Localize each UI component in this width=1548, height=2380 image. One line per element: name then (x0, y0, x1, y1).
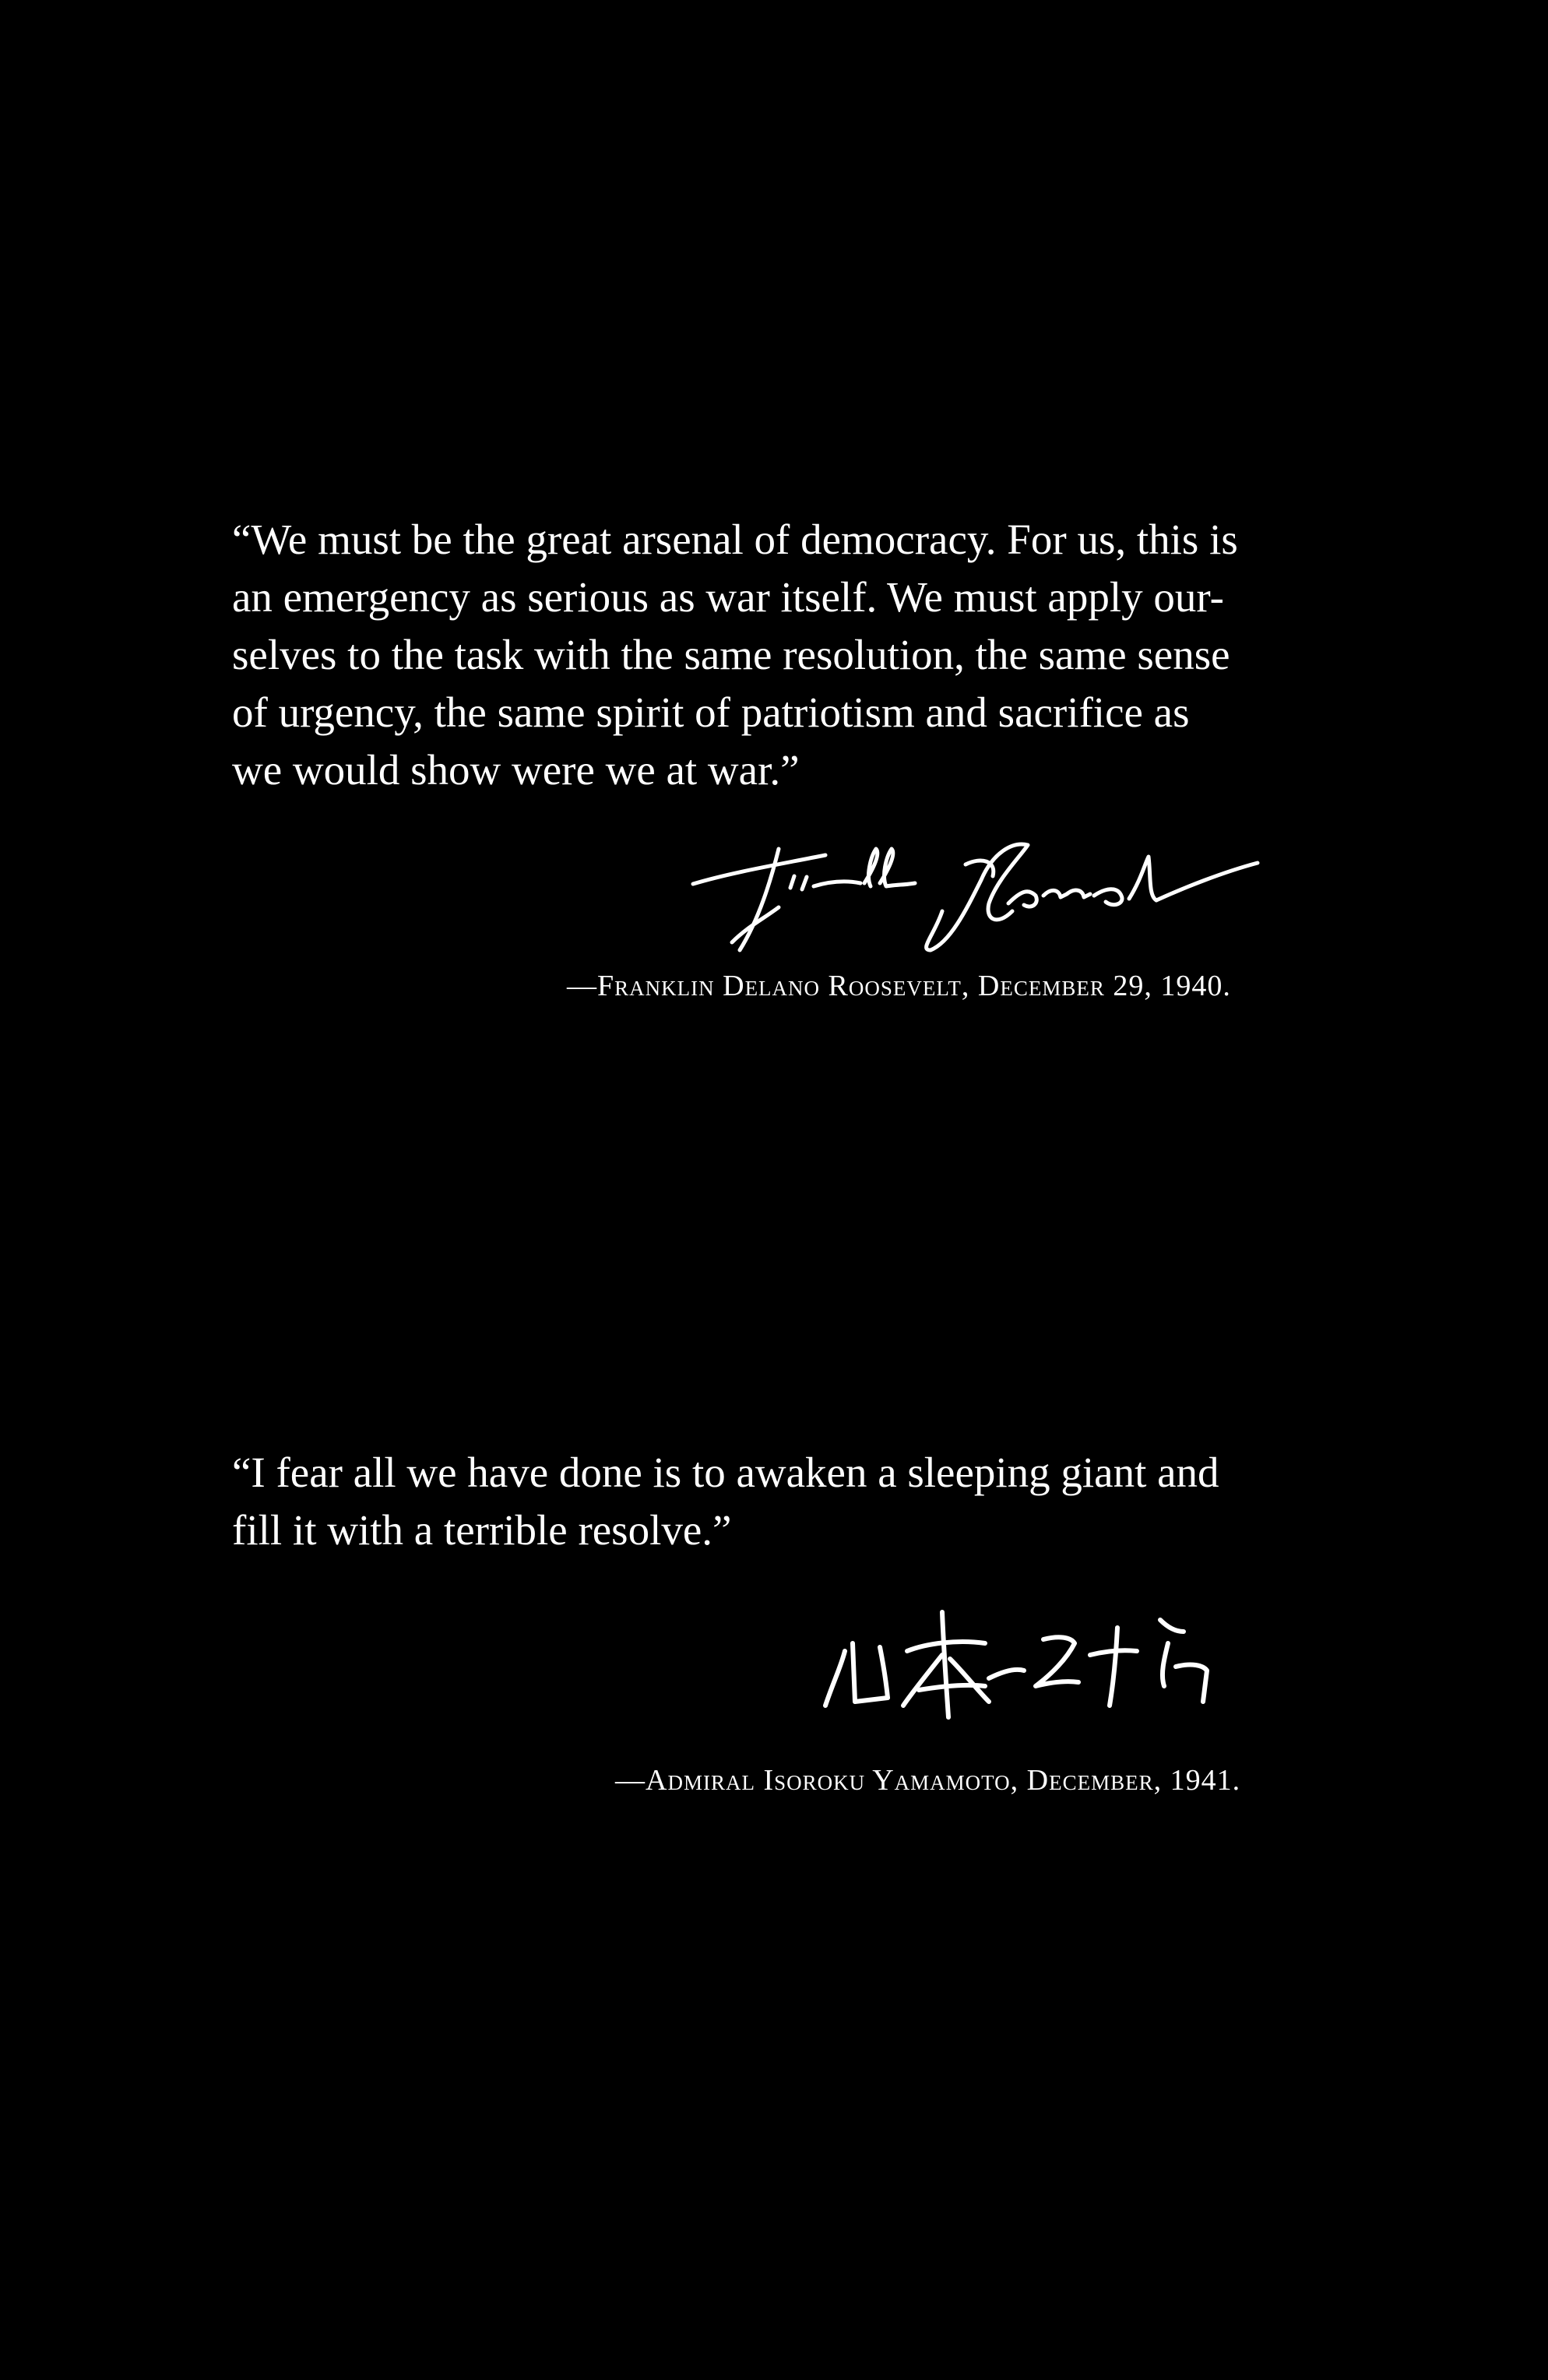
quote-yamamoto (232, 1444, 1322, 1559)
attribution-yamamoto: —Admiral Isoroku Yamamoto, December, 1941. (615, 1764, 1241, 1797)
attribution-roosevelt: —Franklin Delano Roosevelt, December 29, 1940. (567, 970, 1231, 1002)
quote-line: we would show were we at war.” (232, 746, 800, 794)
yamamoto-signature (810, 1597, 1246, 1721)
quote-line: an emergency as serious as war itself. We must apply our- (232, 573, 1224, 621)
quote-line: “We must be the great arsenal of democracy. For us, this is (232, 516, 1238, 563)
quote-line: of urgency, the same spirit of patriotism and sacrifice as (232, 688, 1190, 736)
quote-line: selves to the task with the same resolution, the same sense (232, 631, 1230, 678)
quote-line: fill it with a terrible resolve.” (232, 1506, 732, 1554)
quote-line: “I fear all we have done is to awaken a sleeping giant and (232, 1449, 1219, 1496)
quote-roosevelt (232, 511, 1322, 799)
roosevelt-signature (685, 833, 1261, 966)
